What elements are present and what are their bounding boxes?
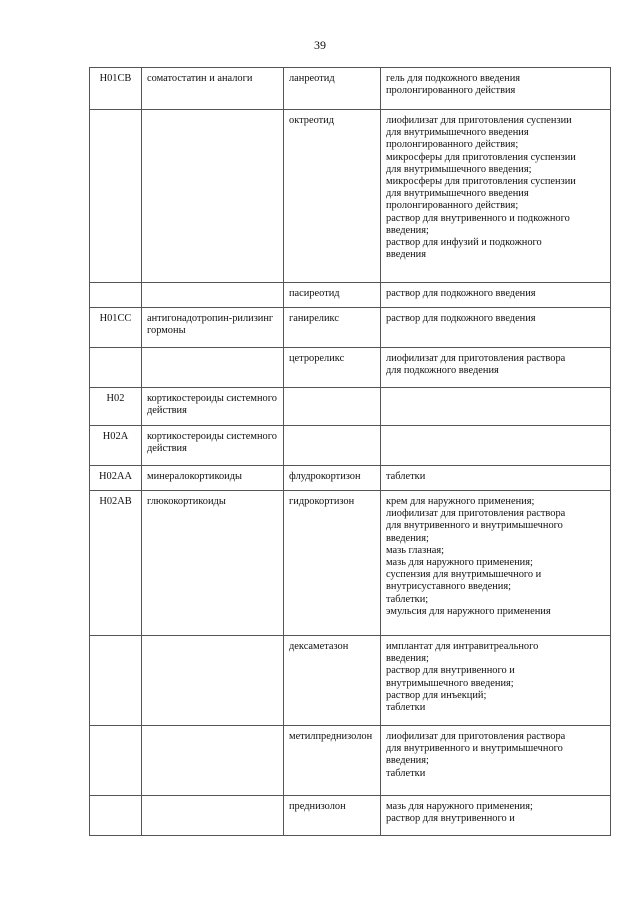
drug-name-cell: метилпреднизолон	[284, 726, 381, 796]
group-name-cell: глюкокортикоиды	[142, 491, 284, 636]
atc-code-cell	[90, 726, 142, 796]
drug-name-cell: ланреотид	[284, 68, 381, 110]
table-row	[90, 796, 611, 836]
dosage-forms-cell	[381, 426, 611, 466]
dosage-form-line: введения;	[386, 653, 429, 665]
dosage-form-line: лиофилизат для приготовления суспензии	[386, 115, 572, 126]
table-row	[90, 636, 611, 726]
dosage-form-line: внутримышечного введения;	[386, 677, 514, 689]
table-row	[90, 68, 611, 110]
atc-code-cell	[90, 636, 142, 726]
dosage-form-line: для внутримышечного введения;	[386, 163, 532, 175]
dosage-form-line: мазь для наружного применения;	[386, 557, 533, 569]
atc-code-cell: H01CB	[90, 68, 142, 110]
atc-code-cell	[90, 796, 142, 836]
table-row	[90, 466, 611, 491]
dosage-form-line: лиофилизат для приготовления раствора	[386, 508, 566, 520]
dosage-form-line: крем для наружного применения;	[386, 496, 535, 507]
dosage-form-line: введения;	[386, 755, 429, 767]
group-name-cell	[142, 636, 284, 726]
table-row	[90, 491, 611, 636]
drug-name-cell: ганиреликс	[284, 308, 381, 348]
table-row	[90, 348, 611, 388]
group-name-cell: кортикостероиды системного действия	[142, 388, 284, 426]
dosage-forms-cell	[381, 110, 611, 283]
table-row	[90, 110, 611, 283]
group-name-cell: кортикостероиды системного действия	[142, 426, 284, 466]
table-row	[90, 308, 611, 348]
atc-code-cell	[90, 110, 142, 283]
dosage-form-line: раствор для инфузий и подкожного	[386, 237, 542, 249]
group-name-cell	[142, 348, 284, 388]
dosage-form-line: раствор для внутривенного и	[386, 665, 515, 677]
group-name-cell	[142, 726, 284, 796]
drug-name-cell	[284, 426, 381, 466]
dosage-form-line: введения	[386, 249, 427, 261]
dosage-forms-cell	[381, 348, 611, 388]
drug-name-cell: цетрореликс	[284, 348, 381, 388]
atc-code-cell	[90, 348, 142, 388]
table-row	[90, 388, 611, 426]
dosage-form-line: таблетки	[386, 471, 426, 482]
group-name-cell	[142, 283, 284, 308]
dosage-form-line: микросферы для приготовления суспензии	[386, 151, 576, 163]
table-row	[90, 426, 611, 466]
dosage-forms-cell	[381, 283, 611, 308]
atc-code-cell: H02	[90, 388, 142, 426]
page-number: 39	[314, 38, 326, 52]
dosage-form-line: таблетки;	[386, 593, 429, 605]
group-name-cell: минералокортикоиды	[142, 466, 284, 491]
drug-name-cell	[284, 388, 381, 426]
group-name-cell	[142, 110, 284, 283]
atc-code-cell	[90, 283, 142, 308]
dosage-form-line: лиофилизат для приготовления раствора	[386, 353, 566, 364]
dosage-form-line: таблетки	[386, 702, 426, 714]
dosage-form-line: эмульсия для наружного применения	[386, 605, 551, 617]
dosage-form-line: лиофилизат для приготовления раствора	[386, 731, 566, 742]
drug-name-cell: октреотид	[284, 110, 381, 283]
dosage-form-line: суспензия для внутримышечного и	[386, 569, 542, 581]
drug-name-cell: гидрокортизон	[284, 491, 381, 636]
dosage-form-line: раствор для подкожного введения	[386, 313, 536, 324]
dosage-forms-cell	[381, 466, 611, 491]
dosage-form-line: пролонгированного действия;	[386, 200, 519, 212]
dosage-form-line: гель для подкожного введения	[386, 73, 521, 84]
dosage-forms-cell	[381, 796, 611, 836]
dosage-form-line: для внутримышечного введения	[386, 127, 529, 139]
dosage-forms-cell	[381, 68, 611, 110]
dosage-form-line: мазь для наружного применения;	[386, 801, 533, 812]
drug-name-cell: флудрокортизон	[284, 466, 381, 491]
drug-table	[89, 67, 611, 836]
dosage-forms-cell	[381, 388, 611, 426]
drug-name-cell: дексаметазон	[284, 636, 381, 726]
atc-code-cell: H02A	[90, 426, 142, 466]
atc-code-cell: H02AA	[90, 466, 142, 491]
dosage-form-line: для внутримышечного введения	[386, 188, 529, 200]
table-row	[90, 726, 611, 796]
drug-name-cell: преднизолон	[284, 796, 381, 836]
dosage-form-line: для внутривенного и внутримышечного	[386, 520, 563, 532]
dosage-forms-cell	[381, 491, 611, 636]
dosage-form-line: пролонгированного действия;	[386, 139, 519, 151]
dosage-form-line: раствор для подкожного введения	[386, 288, 536, 299]
dosage-forms-cell	[381, 726, 611, 796]
dosage-form-line: мазь глазная;	[386, 544, 445, 556]
group-name-cell: антигонадотропин-рилизинг гормоны	[142, 308, 284, 348]
drug-name-cell: пасиреотид	[284, 283, 381, 308]
group-name-cell: соматостатин и аналоги	[142, 68, 284, 110]
atc-code-cell: H02AB	[90, 491, 142, 636]
group-name-cell	[142, 796, 284, 836]
dosage-form-line: пролонгированного действия	[386, 85, 516, 97]
dosage-form-line: введения;	[386, 224, 429, 236]
dosage-form-line: для внутривенного и внутримышечного	[386, 743, 563, 755]
dosage-form-line: таблетки	[386, 767, 426, 779]
dosage-forms-cell	[381, 636, 611, 726]
dosage-form-line: внутрисуставного введения;	[386, 581, 512, 593]
dosage-form-line: раствор для инъекций;	[386, 689, 487, 701]
table-row	[90, 283, 611, 308]
dosage-form-line: имплантат для интравитреального	[386, 641, 539, 652]
dosage-forms-cell	[381, 308, 611, 348]
dosage-form-line: раствор для внутривенного и	[386, 813, 515, 825]
dosage-form-line: микросферы для приготовления суспензии	[386, 176, 576, 188]
dosage-form-line: введения;	[386, 532, 429, 544]
dosage-form-line: для подкожного введения	[386, 365, 499, 377]
dosage-form-line: раствор для внутривенного и подкожного	[386, 212, 570, 224]
atc-code-cell: H01CC	[90, 308, 142, 348]
